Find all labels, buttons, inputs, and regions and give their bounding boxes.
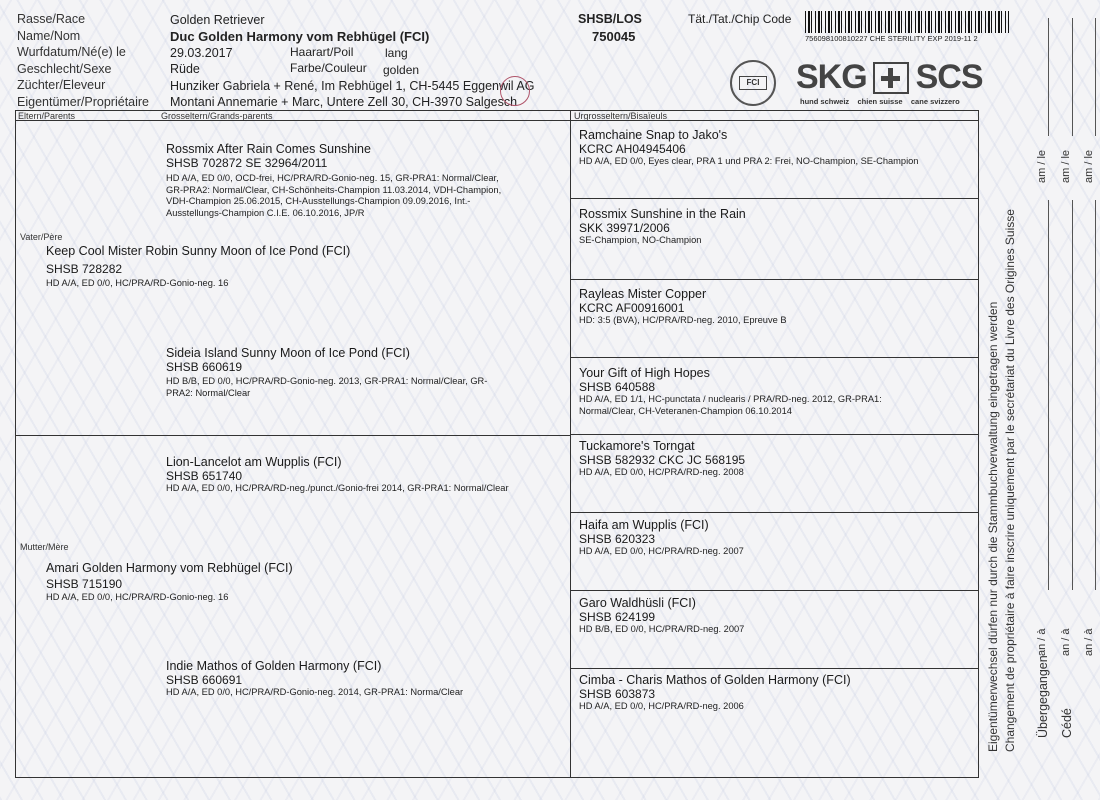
sire-name: Keep Cool Mister Robin Sunny Moon of Ice Pond (FCI) [46,244,351,258]
an-a-1: an / à [1036,628,1048,656]
gg-info: HD A/A, ED 0/0, Eyes clear, PRA 1 und PRA 2: Frei, NO-Champion, SE-Champion [579,156,919,166]
gg-info: HD A/A, ED 0/0, HC/PRA/RD-neg. 2008 [579,467,744,477]
gg-name: Cimba - Charis Mathos of Golden Harmony (FCI) [579,673,851,687]
transfer-date-line-1[interactable] [1048,18,1049,136]
grandparent-reg: SHSB 660619 [166,360,243,374]
grandparent-reg: SHSB 651740 [166,469,243,483]
grandparent-name: Indie Mathos of Golden Harmony (FCI) [166,659,382,673]
gg-divider-3 [570,357,979,358]
col-header-grandparents: Grosseltern/Grands-parents [161,111,273,121]
gg-info: HD A/A, ED 0/0, HC/PRA/RD-neg. 2006 [579,701,744,711]
gg-info: SE-Champion, NO-Champion [579,235,702,245]
label-breed: Rasse/Race [17,12,86,26]
greatgrandparent-5 [579,439,745,479]
info-line: GR-PRA2: Normal/Clear, CH-Schönheits-Champion 11.03.2014, VDH-Champion, [166,184,502,195]
label-sex: Geschlecht/Sexe [17,61,112,76]
logo-scs-text: SCS [915,58,983,96]
gg-reg: SHSB 640588 [579,380,656,394]
info-line: Ausstellungs-Champion C.I.E. 06.10.2016, JP/R [166,207,365,218]
greatgrandparent-1 [579,128,918,168]
info-line: HD B/B, ED 0/0, HC/PRA/RD-Gonio-neg. 2013, GR-PRA1: Normal/Clear, GR- [166,376,488,386]
gg-reg: SHSB 582932 CKC JC 568195 [579,453,746,467]
info-line: VDH-Champion 25.06.2015, CH-Ausstellungs-Champion 09.09.2016, Int.- [166,196,471,206]
info-line: HD A/A, ED 0/0, OCD-frei, HC/PRA/RD-Gonio-neg. 15, GR-PRA1: Normal/Clear, [166,173,499,183]
sire-reg: SHSB 728282 [46,262,123,276]
chip-barcode [805,11,1009,33]
label-owner: Eigentümer/Propriétaire [17,94,150,109]
info-line: HD A/A, ED 0/0, HC/PRA/RD-neg./punct./Gonio-frei 2014, GR-PRA1: Normal/Clear [166,483,509,493]
gg-info: HD A/A, ED 0/0, HC/PRA/RD-neg. 2007 [579,546,744,556]
an-a-3: an / à [1083,628,1095,656]
dam-name: Amari Golden Harmony vom Rebhügel (FCI) [46,561,293,575]
sire-role: Vater/Père [20,232,63,242]
gg-name: Rayleas Mister Copper [579,287,707,301]
gg-divider-5 [570,512,979,513]
greatgrandparent-6 [579,518,744,558]
gg-reg: KCRC AF00916001 [579,301,685,315]
gg-divider-7 [570,668,979,669]
grandparent-name: Lion-Lancelot am Wupplis (FCI) [166,455,342,469]
info-line: HD A/A, ED 0/0, HC/PRA/RD-Gonio-neg. 2014, GR-PRA1: Norma/Clear [166,687,464,697]
greatgrandparent-8 [579,673,851,713]
label-name: Name/Nom [17,28,81,43]
gg-divider-2 [570,279,979,280]
grandparent-info [166,376,487,399]
gg-name: Ramchaine Snap to Jako's [579,128,728,142]
dam-role: Mutter/Mère [20,542,69,552]
info-line: HD A/A, ED 1/1, HC-punctata / nuclearis / PRA/RD-neg. 2012, GR-PRA1: [579,394,882,404]
gg-reg: SHSB 624199 [579,610,656,624]
breed-value: Golden Retriever [170,13,265,27]
grandparent-1 [166,142,501,219]
breeder-value: Hunziker Gabriela + René, Im Rebhügel 1, CH-5445 Eggenwil AG [170,79,535,93]
grandparent-reg: SHSB 702872 SE 32964/2011 [166,156,328,170]
col-header-parents: Eltern/Parents [18,111,76,121]
gg-info: HD: 3:5 (BVA), HC/PRA/RD-neg. 2010, Epreuve B [579,315,787,325]
info-line: PRA2: Normal/Clear [166,387,251,398]
hair-label: Haarart/Poil [290,45,354,59]
col-header-greatgrandparents: Urgrosseltern/Bisaïeuls [574,111,668,121]
transfer-note-de: Eigentümerwechsel dürfen nur durch die Stammbuchverwaltung eingetragen werden [986,301,1000,752]
logo-subtitle [800,97,960,106]
gg-name: Tuckamore's Torngat [579,439,695,453]
logo-sub-de: hund schweiz [800,97,850,106]
color-label: Farbe/Couleur [290,61,367,75]
chip-text: 756098100810227 CHE STERILITY EXP 2019-11 2 [805,34,978,43]
gg-reg: KCRC AH04945406 [579,142,686,156]
label-birthdate: Wurfdatum/Né(e) le [17,45,126,59]
gg-info [579,394,882,417]
greatgrandparent-3 [579,287,787,327]
logo-skg-text: SKG [796,58,867,96]
transfer-date-line-2[interactable] [1072,18,1073,136]
an-a-2: an / à [1060,628,1072,656]
gg-reg: SKK 39971/2006 [579,221,670,235]
header-labels [17,11,149,110]
transfer-to-line-1[interactable] [1048,200,1049,590]
grandparent-name: Rossmix After Rain Comes Sunshine [166,142,371,156]
grandparent-2 [166,346,487,399]
gg-reg: SHSB 620323 [579,532,656,546]
grandparent-reg: SHSB 660691 [166,673,243,687]
grandparent-3 [166,455,509,495]
transfer-to-line-2[interactable] [1072,200,1073,590]
gg-reg: SHSB 603873 [579,687,656,701]
logo-sub-it: cane svizzero [910,97,960,106]
transfer-to-line-3[interactable] [1095,200,1096,590]
fci-logo-text: FCI [739,76,767,90]
cede-label: Cédé [1060,708,1074,738]
swiss-shield-icon [873,62,909,94]
info-line: Normal/Clear, CH-Veteranen-Champion 06.10.2014 [579,405,792,416]
dam-info: HD A/A, ED 0/0, HC/PRA/RD-Gonio-neg. 16 [46,592,229,602]
gg-name: Rossmix Sunshine in the Rain [579,207,746,221]
dog-name: Duc Golden Harmony vom Rebhügel (FCI) [170,29,430,44]
sire-info: HD A/A, ED 0/0, HC/PRA/RD-Gonio-neg. 16 [46,278,229,288]
greatgrandparent-7 [579,596,744,636]
sex-value: Rüde [170,62,200,76]
skg-scs-logo [796,58,983,98]
am-le-3: am / le [1083,149,1095,183]
am-le-1: am / le [1036,149,1048,183]
am-le-2: am / le [1060,149,1072,183]
breeder-stamp [500,76,530,106]
column-header-divider [15,120,979,121]
grandparent-4 [166,659,463,699]
hair-value: lang [385,46,408,60]
grandparent-name: Sideia Island Sunny Moon of Ice Pond (FCI) [166,346,410,360]
shsb-number: 750045 [592,29,636,44]
shsb-label: SHSB/LOS [578,12,642,26]
sire-dam-divider [15,435,571,436]
grandparent-info [166,687,463,699]
transfer-date-line-3[interactable] [1095,18,1096,136]
greatgrandparent-2 [579,207,746,247]
gg-divider-6 [570,590,979,591]
color-value: golden [383,63,420,77]
chip-label: Tät./Tat./Chip Code [688,12,792,26]
transferred-label: Übergegangen [1036,655,1050,738]
gg-divider-1 [570,198,979,199]
fci-logo-icon [730,60,776,106]
gg-name: Haifa am Wupplis (FCI) [579,518,709,532]
owner-value: Montani Annemarie + Marc, Untere Zell 30, CH-3970 Salgesch [170,95,518,109]
gg-name: Garo Waldhüsli (FCI) [579,596,696,610]
col-divider-great [570,110,571,778]
greatgrandparent-4 [579,366,882,417]
logo-sub-fr: chien suisse [857,97,903,106]
label-breeder: Züchter/Eleveur [17,78,106,92]
gg-name: Your Gift of High Hopes [579,366,710,380]
birthdate-value: 29.03.2017 [170,46,233,60]
grandparent-info [166,173,501,219]
gg-info: HD B/B, ED 0/0, HC/PRA/RD-neg. 2007 [579,624,745,634]
gg-divider-4 [570,434,979,435]
dam-reg: SHSB 715190 [46,577,123,591]
grandparent-info [166,483,509,495]
transfer-note-fr: Changement de propriétaire à faire inscrire uniquement par le secrétariat du Livre des Origines Suisse [1003,209,1017,752]
